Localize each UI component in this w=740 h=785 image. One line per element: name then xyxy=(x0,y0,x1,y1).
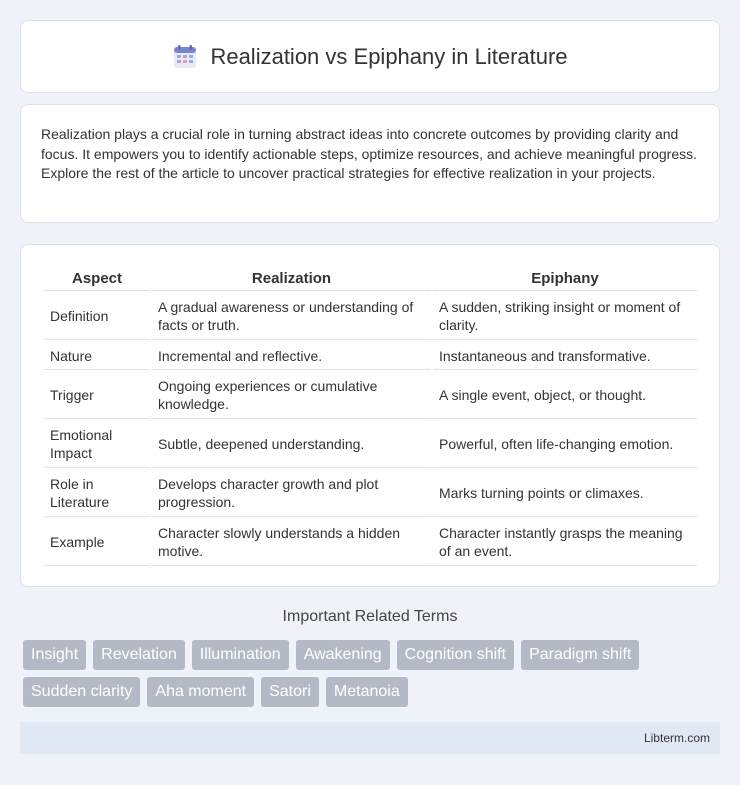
table-cell: Role in Literature xyxy=(44,470,150,517)
title-card xyxy=(20,20,720,93)
table-cell: Subtle, deepened understanding. xyxy=(152,421,431,468)
related-terms-tags xyxy=(23,640,723,707)
header-epiphany: Epiphany xyxy=(433,267,697,291)
table-calendar-icon xyxy=(172,44,198,70)
tag-aha-moment[interactable]: Aha moment xyxy=(147,677,254,707)
table-row xyxy=(44,519,697,566)
tag-satori[interactable]: Satori xyxy=(261,677,319,707)
table-cell: Character slowly understands a hidden motive. xyxy=(152,519,431,566)
table-cell: Powerful, often life-changing emotion. xyxy=(433,421,697,468)
table-row xyxy=(44,470,697,517)
table-row xyxy=(44,293,697,340)
table-cell: Nature xyxy=(44,342,150,370)
header-aspect: Aspect xyxy=(44,267,150,291)
table-row xyxy=(44,342,697,370)
table-cell: Ongoing experiences or cumulative knowledge. xyxy=(152,372,431,419)
footer xyxy=(20,722,720,754)
comparison-table-card xyxy=(20,244,720,587)
table-cell: Trigger xyxy=(44,372,150,419)
table-cell: Example xyxy=(44,519,150,566)
table-cell: Instantaneous and transformative. xyxy=(433,342,697,370)
table-header-row xyxy=(44,267,697,291)
tag-cognition-shift[interactable]: Cognition shift xyxy=(397,640,514,670)
table-cell: Character instantly grasps the meaning of an event. xyxy=(433,519,697,566)
table-cell: A gradual awareness or understanding of facts or truth. xyxy=(152,293,431,340)
comparison-table xyxy=(42,265,699,568)
intro-paragraph: Realization plays a crucial role in turning abstract ideas into concrete outcomes by providing clarity and focus. It empowers you to identify actionable steps, optimize resources, and achieve meaningful progress. Explore the rest of the article to uncover practical strategies for effective realization in your projects. xyxy=(41,126,698,181)
tag-sudden-clarity[interactable]: Sudden clarity xyxy=(23,677,140,707)
table-cell: Develops character growth and plot progression. xyxy=(152,470,431,517)
intro-card xyxy=(20,104,720,223)
related-terms-heading: Important Related Terms xyxy=(282,608,458,625)
footer-site-link[interactable]: Libterm.com xyxy=(643,731,710,745)
table-row xyxy=(44,372,697,419)
table-row xyxy=(44,421,697,468)
tag-insight[interactable]: Insight xyxy=(23,640,86,670)
header-realization: Realization xyxy=(152,267,431,291)
table-cell: Emotional Impact xyxy=(44,421,150,468)
tag-revelation[interactable]: Revelation xyxy=(93,640,185,670)
page-title: Realization vs Epiphany in Literature xyxy=(210,43,568,69)
table-cell: A single event, object, or thought. xyxy=(433,372,697,419)
table-cell: Marks turning points or climaxes. xyxy=(433,470,697,517)
tag-metanoia[interactable]: Metanoia xyxy=(326,677,408,707)
tag-paradigm-shift[interactable]: Paradigm shift xyxy=(521,640,639,670)
tag-awakening[interactable]: Awakening xyxy=(296,640,390,670)
table-cell: A sudden, striking insight or moment of clarity. xyxy=(433,293,697,340)
table-cell: Incremental and reflective. xyxy=(152,342,431,370)
tag-illumination[interactable]: Illumination xyxy=(192,640,289,670)
table-cell: Definition xyxy=(44,293,150,340)
